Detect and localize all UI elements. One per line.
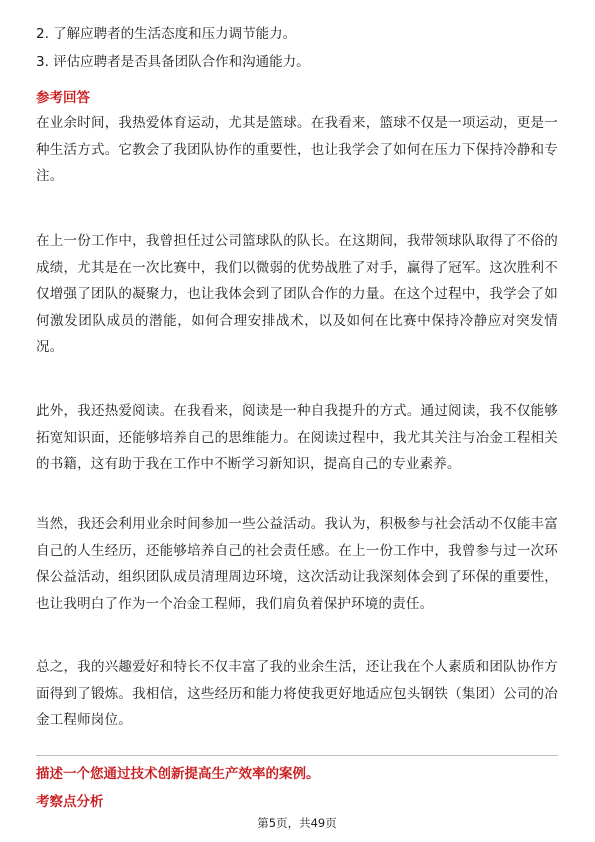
- answer-paragraph: 此外，我还热爱阅读。在我看来，阅读是一种自我提升的方式。通过阅读，我不仅能够拓宽知识面，还能够培养自己的思维能力。在阅读过程中，我尤其关注与冶金工程相关的书籍，这有助于我在工作中不断学习新知识，提高自己的专业素养。: [36, 403, 558, 472]
- answer-paragraph: 当然，我还会利用业余时间参加一些公益活动。我认为，积极参与社会活动不仅能丰富自己的人生经历，还能够培养自己的社会责任感。在上一份工作中，我曾参与过一次环保公益活动，组织团队成员清理周边环境，这次活动让我深刻体会到了环保的重要性，也让我明白了作为一个冶金工程师，我们肩负着保护环境的责任。: [36, 516, 558, 612]
- list-item: 2. 了解应聘者的生活态度和压力调节能力。: [36, 26, 297, 42]
- answer-paragraph: 总之，我的兴趣爱好和特长不仅丰富了我的业余生活，还让我在个人素质和团队协作方面得到了锻炼。我相信，这些经历和能力将使我更好地适应包头钢铁（集团）公司的冶金工程师岗位。: [36, 659, 558, 728]
- section-divider: [36, 755, 558, 756]
- answer-heading: 参考回答: [36, 90, 90, 106]
- question-heading: 描述一个您通过技术创新提高生产效率的案例。: [36, 766, 320, 782]
- analysis-heading: 考察点分析: [36, 794, 104, 810]
- answer-paragraph: 在业余时间，我热爱体育运动，尤其是篮球。在我看来，篮球不仅是一项运动，更是一种生活方式。它教会了我团队协作的重要性，也让我学会了如何在压力下保持冷静和专注。: [36, 115, 558, 184]
- list-item: 3. 评估应聘者是否具备团队合作和沟通能力。: [36, 54, 310, 70]
- page-footer: 第5页，共49页: [257, 816, 337, 830]
- answer-paragraph: 在上一份工作中，我曾担任过公司篮球队的队长。在这期间，我带领球队取得了不俗的成绩，尤其是在一次比赛中，我们以微弱的优势战胜了对手，赢得了冠军。这次胜利不仅增强了团队的凝聚力，也让我体会到了团队合作的力量。在这个过程中，我学会了如何激发团队成员的潜能，如何合理安排战术，以及如何在比赛中保持冷静应对突发情况。: [36, 233, 558, 355]
